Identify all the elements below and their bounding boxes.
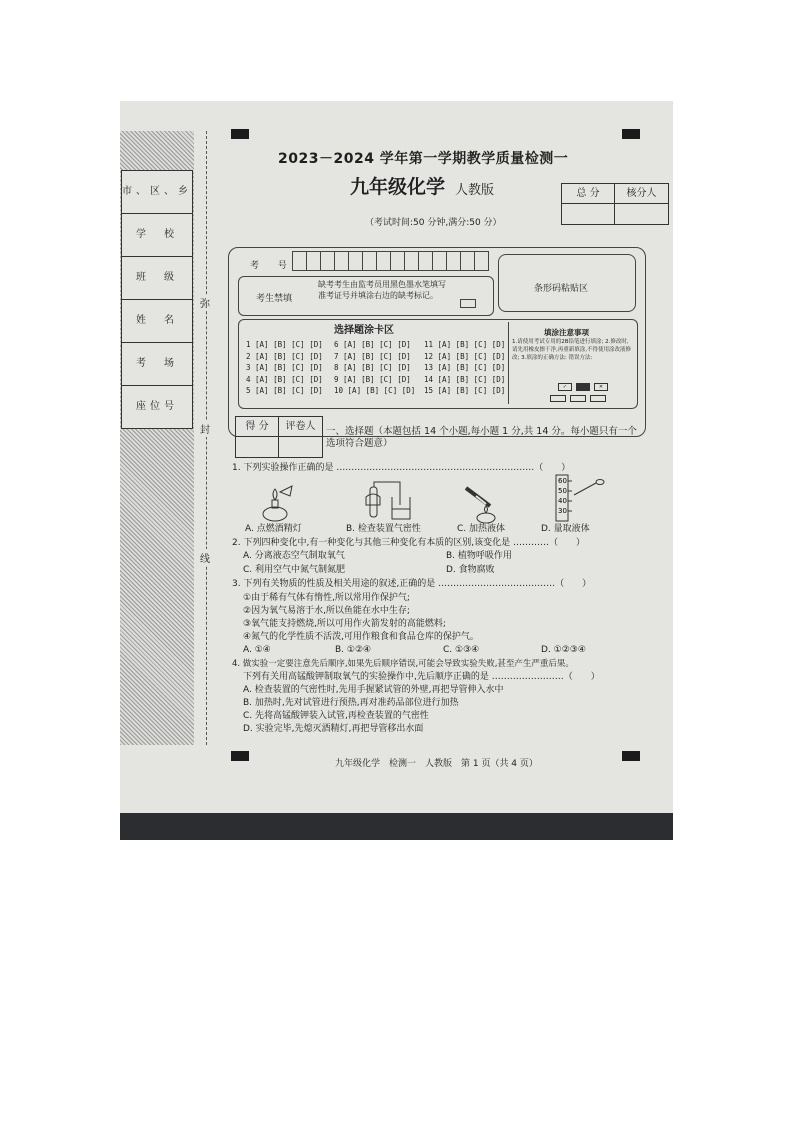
student-info-table bbox=[121, 170, 193, 429]
question-4-stem: 4. 做实验一定要注意先后顺序,如果先后顺序错误,可能会导致实验失败,甚至产生严重后果。 bbox=[232, 659, 574, 669]
answer-column-2[interactable]: 6 [A] [B] [C] [D] 7 [A] [B] [C] [D] 8 [A] [B] [C] [D] 9 [A] [B] [C] [D] 10 [A] [B] [C] [D] bbox=[334, 340, 416, 395]
q1-option-d: D. 量取液体 bbox=[541, 524, 590, 534]
forbid-label: 考生禁填 bbox=[256, 294, 293, 304]
q2-option-a: A. 分离液态空气制取氧气 bbox=[243, 551, 345, 561]
registration-mark bbox=[622, 129, 640, 139]
q2-option-c: C. 利用空气中氮气制氮肥 bbox=[243, 565, 346, 575]
q3-statement-4: ④氮气的化学性质不活泼,可用作粮食和食品仓库的保护气。 bbox=[243, 632, 479, 642]
grader-label: 评卷人 bbox=[279, 417, 322, 437]
q1-option-b: B. 检查装置气密性 bbox=[346, 524, 421, 534]
seal-char-feng: 封 bbox=[200, 420, 210, 437]
q4-option-b: B. 加热时,先对试管进行预热,再对准药品部位进行加热 bbox=[243, 698, 459, 708]
section-heading: 一、选择题（本题包括 14 个小题,每小题 1 分,共 14 分。每小题只有一个选项符合题意） bbox=[326, 426, 637, 449]
total-score-label: 总 分 bbox=[562, 184, 615, 204]
subject-title: 九年级化学 bbox=[350, 176, 446, 198]
exam-paper bbox=[120, 101, 673, 813]
q3-option-a: A. ①④ bbox=[243, 645, 271, 655]
airtightness-figure bbox=[358, 479, 418, 524]
q4-option-d: D. 实验完毕,先熄灭酒精灯,再把导管移出水面 bbox=[243, 724, 424, 734]
question-1-stem: 1. 下列实验操作正确的是 …………………………………………………………（ ） bbox=[232, 463, 571, 473]
page-footer: 九年级化学 检测一 人教版 第 1 页（共 4 页） bbox=[335, 759, 538, 769]
notice-title: 填涂注意事项 bbox=[544, 328, 589, 337]
notice-divider bbox=[508, 322, 509, 404]
notice-text: 1.请使用考试专用的2B铅笔进行填涂; 2.修改时,请先用橡皮擦干净,再重新填涂,不得使用涂改液修改; 3.填涂的正确方法: 错误方法: bbox=[512, 339, 631, 361]
checker-label: 核分人 bbox=[615, 184, 668, 204]
exam-number-label: 考 号 bbox=[250, 261, 295, 271]
q3-option-b: B. ①②④ bbox=[335, 645, 372, 655]
info-cell-name: 姓 名 bbox=[122, 300, 192, 343]
q3-statement-3: ③氧气能支持燃烧,所以可用作火箭发射的高能燃料; bbox=[243, 619, 446, 629]
q4-option-c: C. 先将高锰酸钾装入试管,再检查装置的气密性 bbox=[243, 711, 429, 721]
question-3-stem: 3. 下列有关物质的性质及相关用途的叙述,正确的是 …………………………………（ ） bbox=[232, 579, 592, 589]
wrong-fill-examples: ✓ ✕ bbox=[558, 383, 608, 391]
info-cell-room: 考 场 bbox=[122, 343, 192, 386]
question-2-stem: 2. 下列四种变化中,有一种变化与其他三种变化有本质的区别,该变化是 …………（ ） bbox=[232, 538, 586, 548]
registration-mark bbox=[231, 751, 249, 761]
info-cell-seat: 座位号 bbox=[136, 401, 178, 412]
seal-char-xian: 线 bbox=[200, 549, 210, 566]
seal-line bbox=[206, 131, 207, 745]
grade-table bbox=[235, 416, 323, 458]
q3-statement-1: ①由于稀有气体有惰性,所以常用作保护气; bbox=[243, 593, 410, 603]
q1-option-a: A. 点燃酒精灯 bbox=[245, 524, 302, 534]
q3-option-d: D. ①②③④ bbox=[541, 645, 586, 655]
checker-cell[interactable] bbox=[615, 204, 668, 224]
score-cell[interactable] bbox=[236, 437, 279, 457]
edition-label: 人教版 bbox=[455, 183, 495, 198]
measuring-cylinder-figure bbox=[552, 473, 612, 525]
registration-mark bbox=[622, 751, 640, 761]
exam-photo bbox=[120, 101, 673, 840]
absent-mark-box[interactable] bbox=[460, 299, 476, 308]
q1-option-c: C. 加热液体 bbox=[457, 524, 506, 534]
tick-label-30: 30 bbox=[558, 507, 567, 515]
tick-label-60: 60 bbox=[558, 477, 567, 485]
score-table bbox=[561, 183, 669, 225]
q3-option-c: C. ①③④ bbox=[443, 645, 480, 655]
answer-card-title: 选择题涂卡区 bbox=[334, 325, 394, 336]
tick-label-40: 40 bbox=[558, 497, 567, 505]
registration-mark bbox=[231, 129, 249, 139]
barcode-label: 条形码粘贴区 bbox=[534, 284, 589, 294]
alcohol-lamp-figure bbox=[258, 484, 298, 524]
q2-option-b: B. 植物呼吸作用 bbox=[446, 551, 512, 561]
exam-number-boxes[interactable] bbox=[292, 251, 488, 271]
exam-info: （考试时间:50 分钟,满分:50 分） bbox=[365, 218, 502, 228]
total-score-cell[interactable] bbox=[562, 204, 615, 224]
info-cell-school: 学 校 bbox=[122, 214, 192, 257]
answer-column-3[interactable]: 11 [A] [B] [C] [D] 12 [A] [B] [C] [D] 13 [A] [B] [C] [D] 14 [A] [B] [C] [D] 15 [A] [B] [C] [D] bbox=[424, 340, 506, 395]
seal-char-mi: 弥 bbox=[200, 294, 210, 311]
heating-liquid-figure bbox=[458, 484, 502, 526]
question-4-stem-2: 下列有关用高锰酸钾制取氧气的实验操作中,先后顺序正确的是 ……………………（ ） bbox=[243, 672, 600, 682]
q3-statement-2: ②因为氧气易溶于水,所以鱼能在水中生存; bbox=[243, 606, 410, 616]
answer-column-1[interactable]: 1 [A] [B] [C] [D] 2 [A] [B] [C] [D] 3 [A] [B] [C] [D] 4 [A] [B] [C] [D] 5 [A] [B] [C] [D] bbox=[246, 340, 323, 395]
wrong-fill-examples-2 bbox=[550, 395, 606, 402]
q4-option-a: A. 检查装置的气密性时,先用手握紧试管的外壁,再把导管伸入水中 bbox=[243, 685, 504, 695]
score-label: 得 分 bbox=[236, 417, 279, 437]
info-cell-region: 市、区、乡 bbox=[122, 171, 192, 214]
info-cell-class: 班 级 bbox=[122, 257, 192, 300]
grader-cell[interactable] bbox=[279, 437, 322, 457]
forbid-text: 缺考考生由监考员用黑色墨水笔填写准考证号并填涂右边的缺考标记。 bbox=[318, 280, 446, 300]
tick-label-50: 50 bbox=[558, 487, 567, 495]
exam-title: 2023－2024 学年第一学期教学质量检测一 bbox=[278, 151, 569, 167]
q2-option-d: D. 食物腐败 bbox=[446, 565, 495, 575]
